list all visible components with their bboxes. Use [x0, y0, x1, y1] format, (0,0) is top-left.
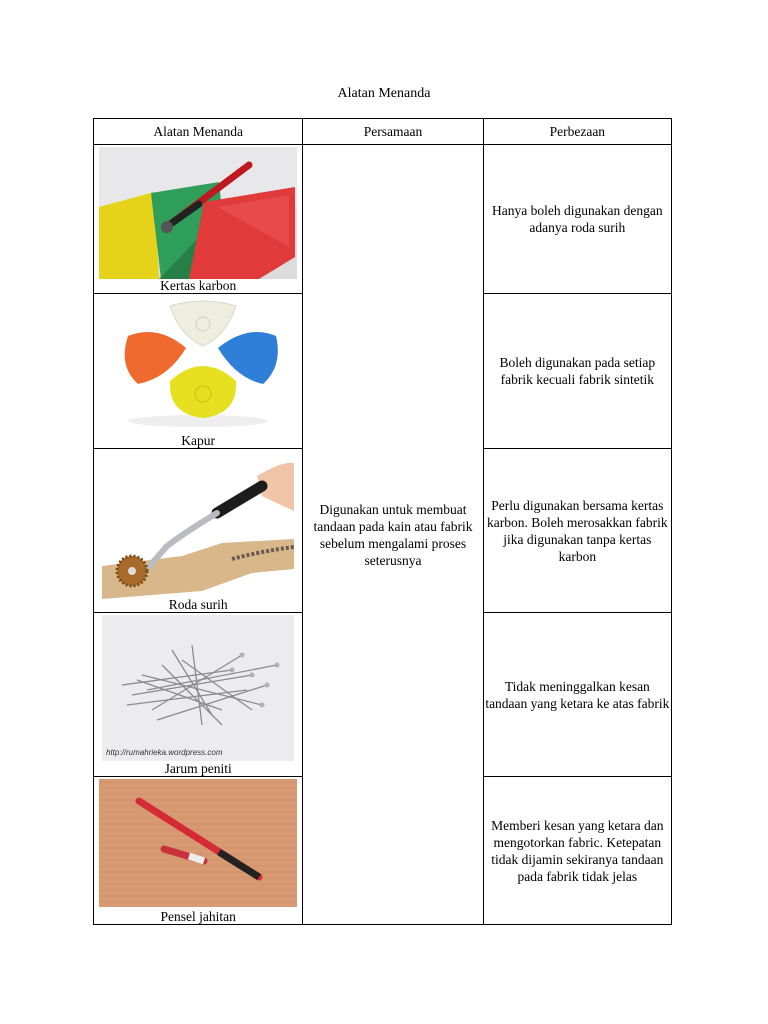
marking-tools-table: [93, 118, 672, 925]
tool-label: Pensel jahitan: [160, 909, 236, 924]
tool-cell-chalk: [94, 294, 303, 449]
tracing-wheel-image: [102, 451, 294, 599]
similarity-cell: Digunakan untuk membuat tandaan pada kain atau fabrik sebelum mengalami proses seterusnya: [303, 145, 483, 925]
difference-cell: Hanya boleh digunakan dengan adanya roda surih: [483, 145, 671, 294]
pins-image: [102, 615, 294, 761]
tool-cell-tracing-wheel: [94, 449, 303, 613]
difference-cell: Tidak meninggalkan kesan tandaan yang ketara ke atas fabrik: [483, 613, 671, 777]
header-tools: Alatan Menanda: [94, 119, 303, 145]
header-difference: Perbezaan: [483, 119, 671, 145]
tool-cell-pins: [94, 613, 303, 777]
chalk-image: [108, 296, 288, 430]
header-similarity: Persamaan: [303, 119, 483, 145]
difference-cell: Memberi kesan yang ketara dan mengotorkan fabric. Ketepatan tidak dijamin sekiranya tandaan pada fabrik tidak jelas: [483, 777, 671, 925]
pins-watermark: http://rumahrieka.wordpress.com: [106, 748, 223, 757]
difference-cell: Boleh digunakan pada setiap fabrik kecuali fabrik sintetik: [483, 294, 671, 449]
tool-cell-tailor-pencil: [94, 777, 303, 925]
page-title: Alatan Menanda: [337, 86, 431, 101]
tool-cell-carbon-paper: [94, 145, 303, 294]
tailor-pencil-image: [99, 779, 297, 907]
tool-label: Jarum peniti: [164, 761, 232, 776]
table-header-row: [94, 119, 672, 145]
tool-label: Roda surih: [168, 597, 228, 612]
difference-cell: Perlu digunakan bersama kertas karbon. Boleh merosakkan fabrik jika digunakan tanpa kertas karbon: [483, 449, 671, 613]
tool-label: Kapur: [181, 433, 216, 448]
tool-label: Kertas karbon: [160, 278, 237, 293]
carbon-paper-image: [99, 147, 297, 279]
table-row: [94, 145, 672, 294]
